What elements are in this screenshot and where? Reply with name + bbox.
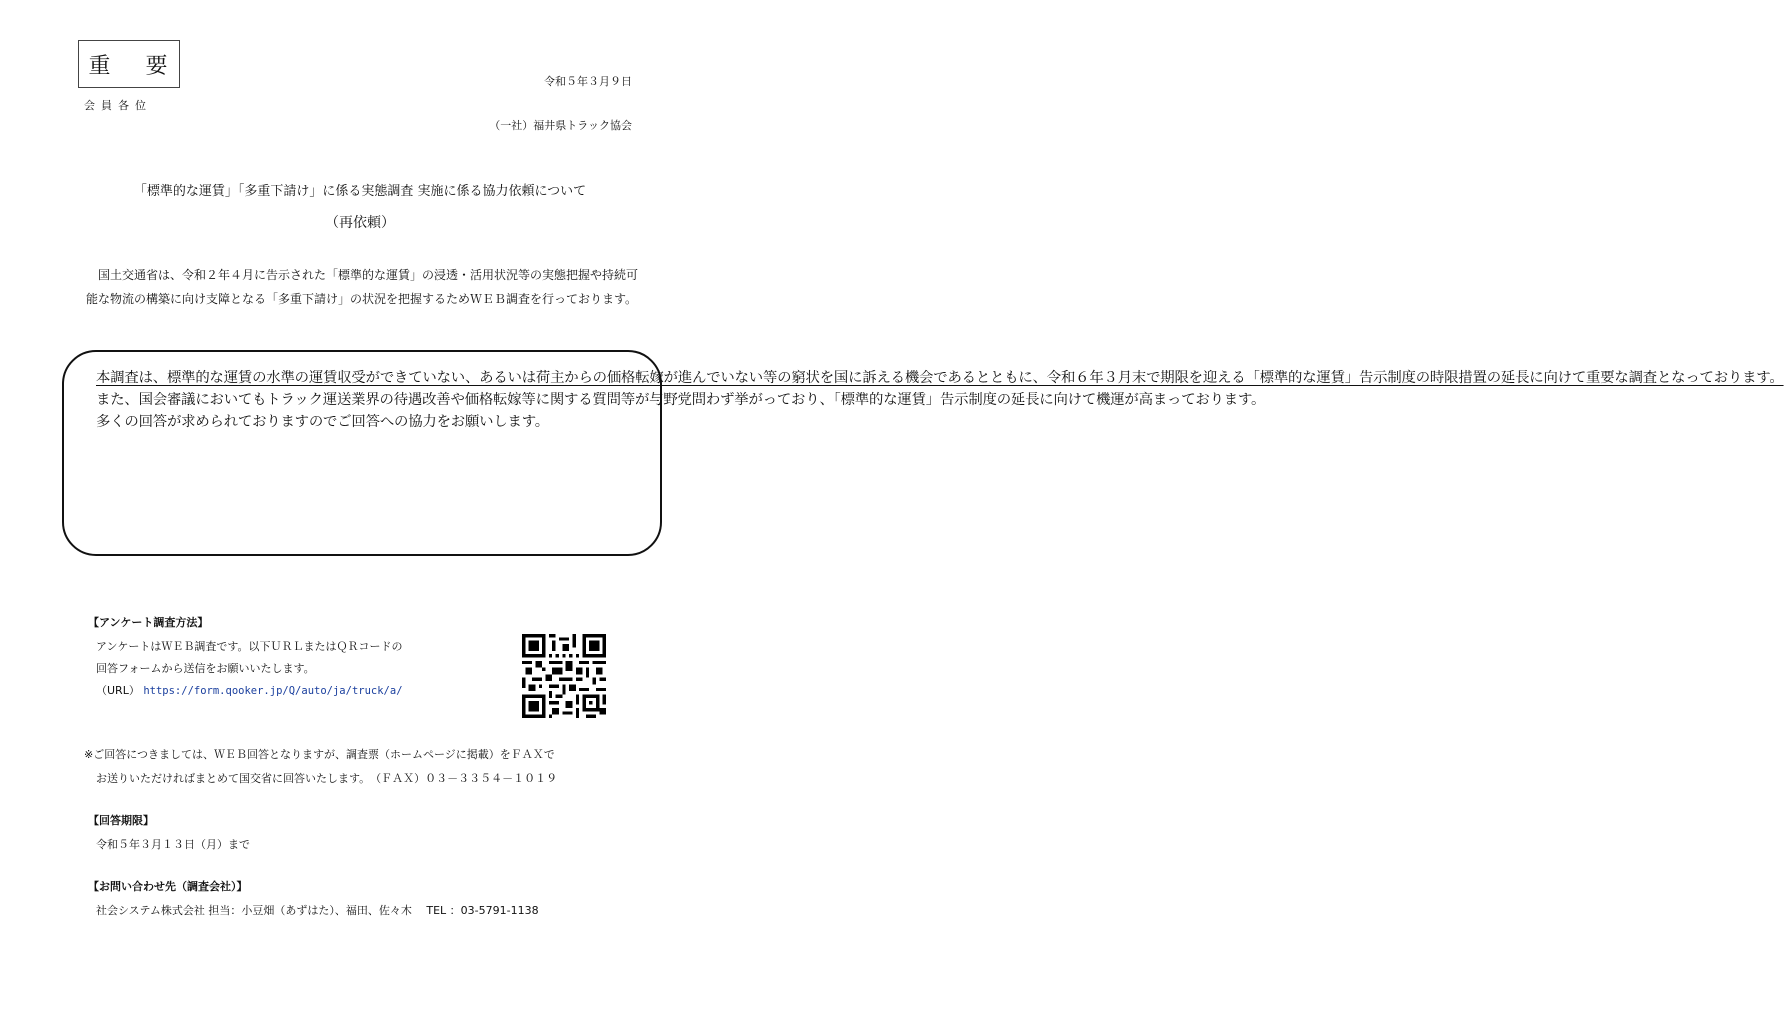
survey-line-1: アンケートはＷＥＢ調査です。以下ＵＲＬまたはＱＲコードの bbox=[96, 640, 403, 653]
issue-date: 令和５年３月９日 bbox=[544, 75, 632, 88]
survey-heading: 【アンケート調査方法】 bbox=[88, 616, 209, 629]
survey-url-link[interactable]: https://form.qooker.jp/Q/auto/ja/truck/a/ bbox=[143, 685, 403, 697]
document-title: 「標準的な運賃」「多重下請け」に係る実態調査 実施に係る協力依頼について bbox=[133, 184, 587, 199]
fax-note-line-1: ※ご回答につきましては、ＷＥＢ回答となりますが、調査票（ホームページに掲載）をＦＡＸで bbox=[84, 748, 555, 761]
important-badge bbox=[78, 40, 180, 88]
recipients: 会員各位 bbox=[84, 99, 152, 112]
intro-text: 国土交通省は、令和２年４月に告示された「標準的な運賃」の浸透・活用状況等の実態把握や持続可能な物流の構築に向け支障となる「多重下請け」の状況を把握するためＷＥＢ調査を行っております。 bbox=[86, 268, 639, 306]
url-label: （URL） bbox=[96, 684, 140, 697]
survey-line-2: 回答フォームから送信をお願いいたします。 bbox=[96, 662, 315, 675]
callout-para2-text: また、国会審議においてもトラック運送業界の待遇改善や価格転嫁等に関する質問等が与野党問わず挙がっており、「標準的な運賃」告示制度の延長に向けて機運が高まっております。 bbox=[96, 392, 1266, 408]
important-badge-text: 重 要 bbox=[88, 53, 182, 79]
callout-para3-text: 多くの回答が求められておりますのでご回答への協力をお願いします。 bbox=[96, 414, 549, 430]
deadline-heading: 【回答期限】 bbox=[88, 814, 154, 827]
intro-paragraph bbox=[86, 264, 646, 311]
contact-heading: 【お問い合わせ先（調査会社）】 bbox=[88, 880, 248, 893]
callout-underlined-text: 本調査は、標準的な運賃の水準の運賃収受ができていない、あるいは荷主からの価格転嫁が進んでいない等の窮状を国に訴える機会であるとともに、令和６年３月末で期限を迎える「標準的な運賃」告示制度の時限措置の延長に向けて重要な調査となっております。 bbox=[96, 370, 1784, 386]
callout-paragraph-2 bbox=[82, 389, 1266, 411]
contact-value: 社会システム株式会社 担当：小豆畑（あずはた）、福田、佐々木 TEL ：03-5791-1138 bbox=[96, 904, 539, 917]
callout-paragraph-3 bbox=[82, 411, 644, 433]
qr-code-icon[interactable] bbox=[522, 634, 606, 718]
callout-text bbox=[82, 367, 1784, 433]
callout-box bbox=[62, 350, 1784, 556]
callout-paragraph-1 bbox=[82, 367, 1784, 389]
document-subtitle: （再依頼） bbox=[325, 215, 395, 231]
survey-url-row bbox=[96, 682, 403, 698]
deadline-value: 令和５年３月１３日（月）まで bbox=[96, 838, 250, 851]
fax-note-line-2: お送りいただければまとめて国交省に回答いたします。 （ＦＡＸ）０３－３３５４－１０１９ bbox=[96, 772, 558, 785]
sender-organization: （一社）福井県トラック協会 bbox=[489, 119, 632, 132]
